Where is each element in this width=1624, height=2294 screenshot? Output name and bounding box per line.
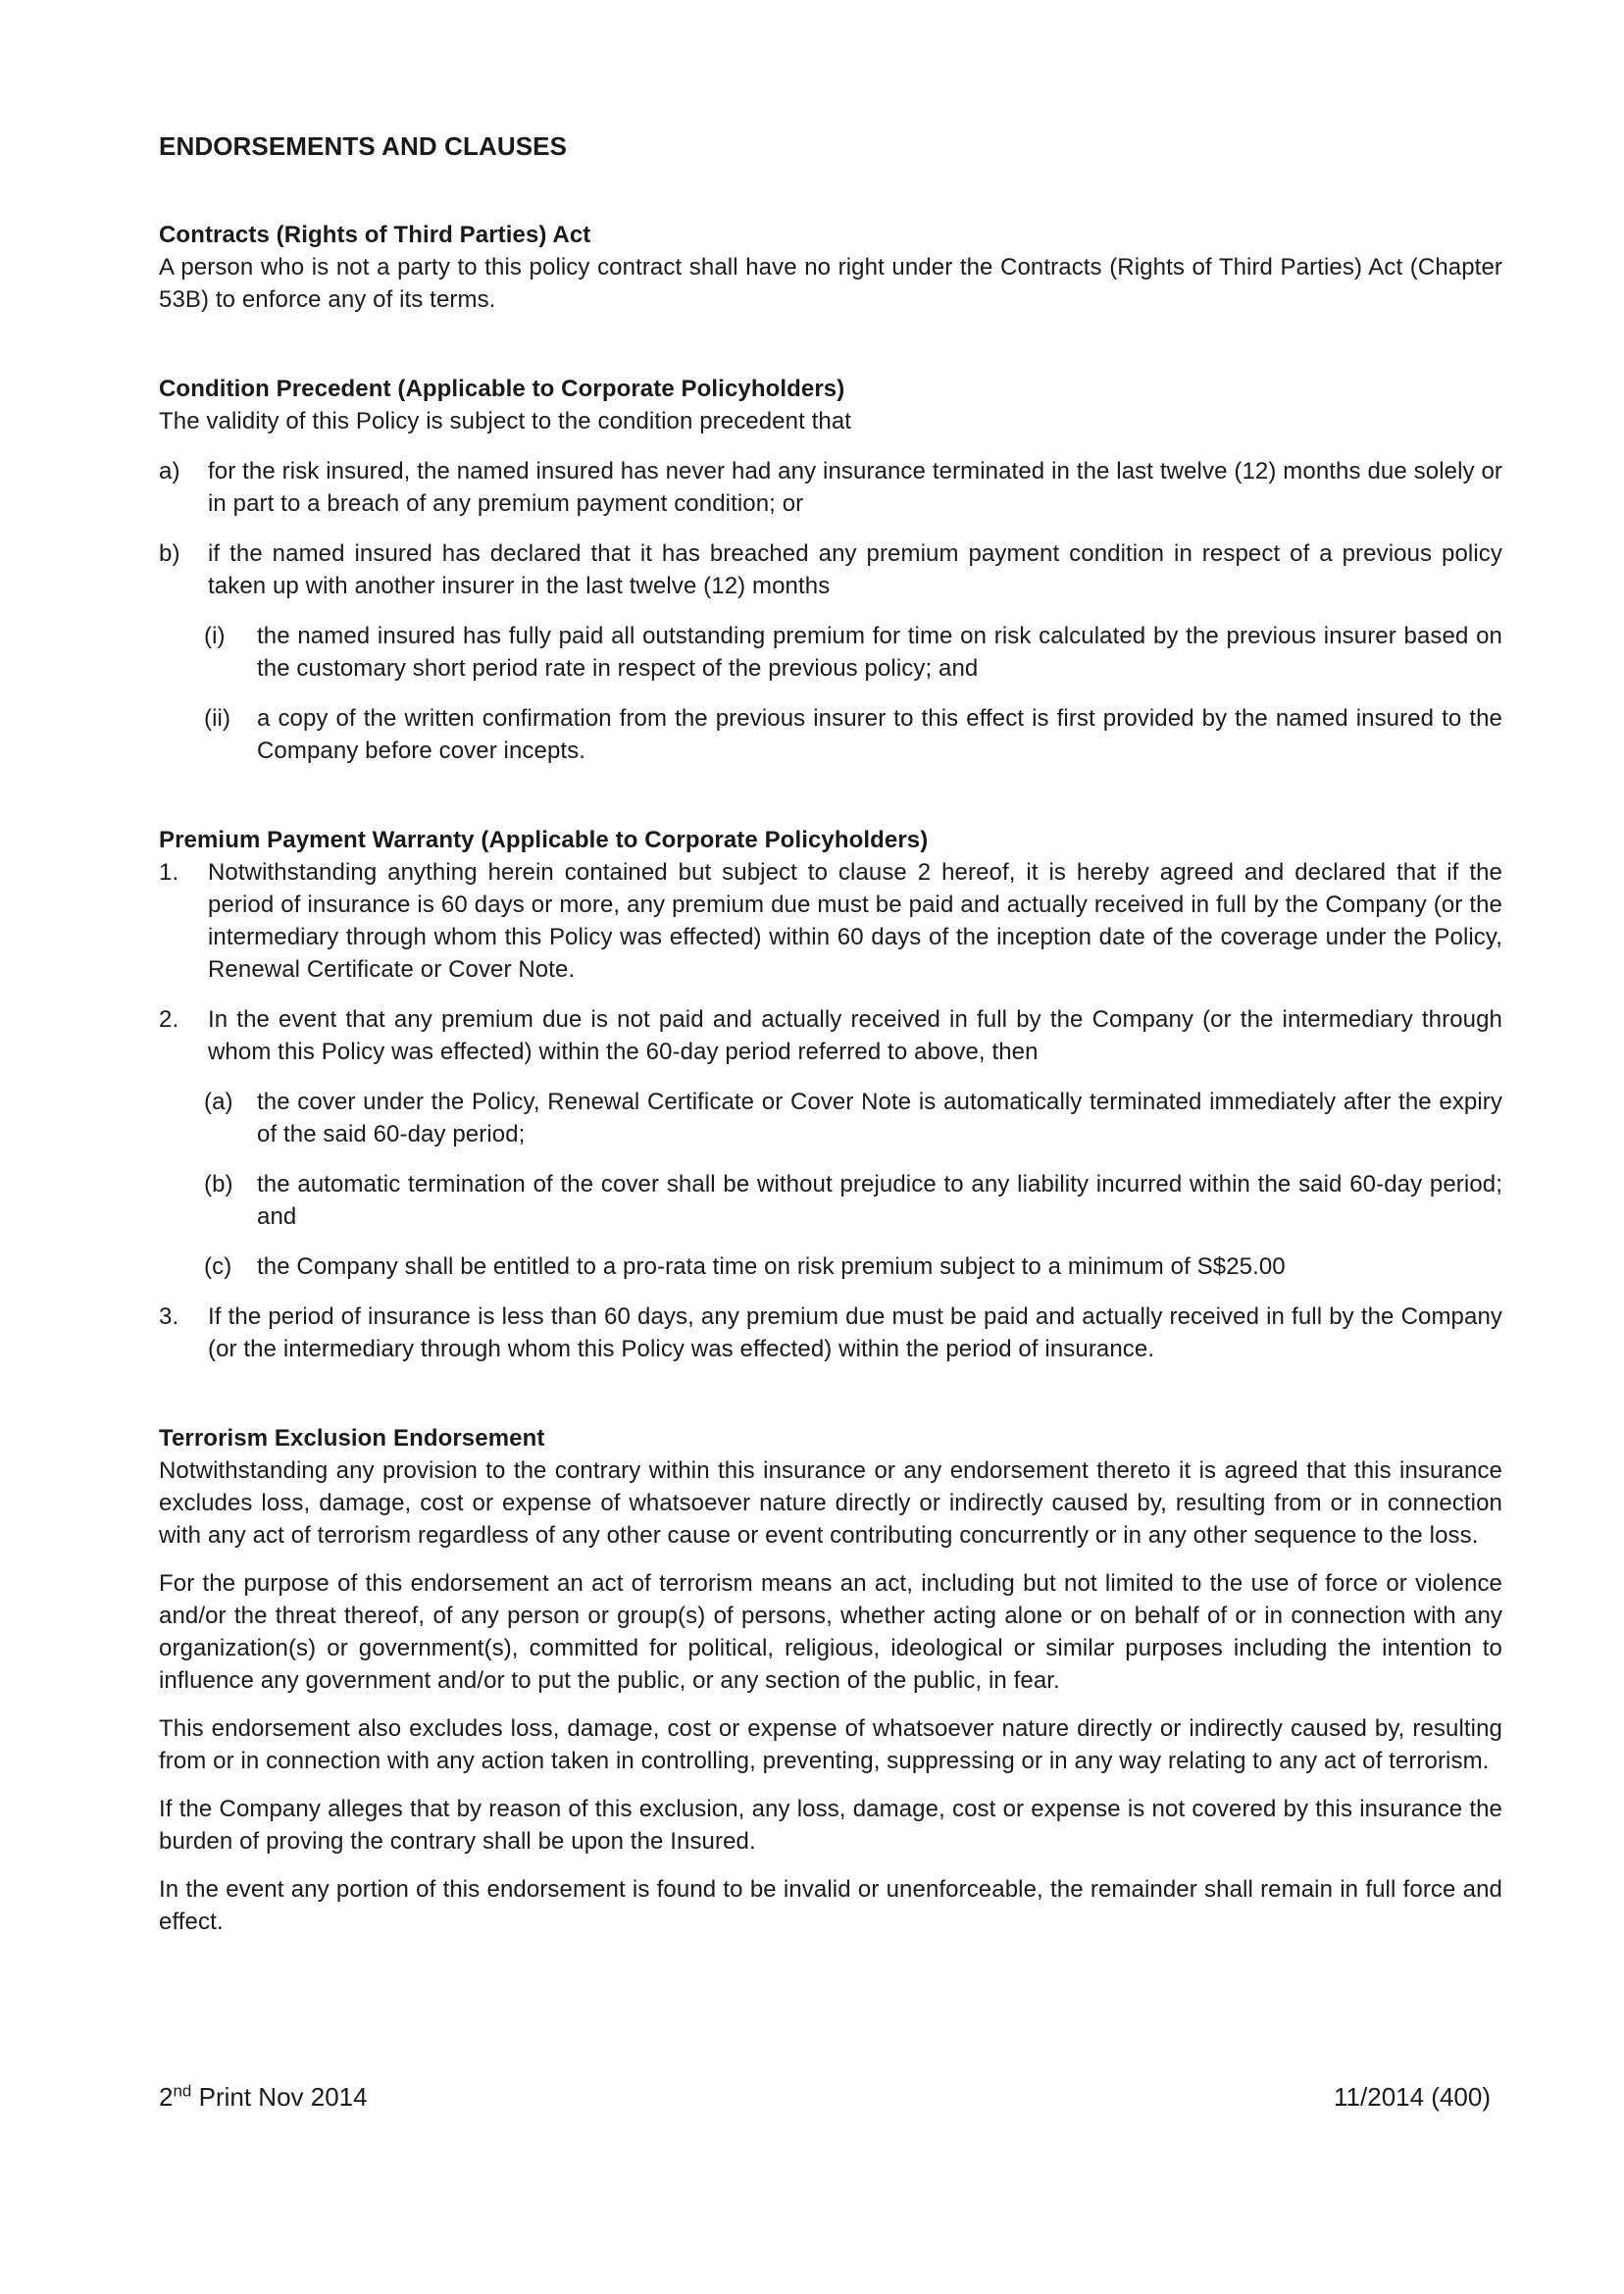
list-item-text: the cover under the Policy, Renewal Certificate or Cover Note is automatically terminated immediately after the expiry of the said 60-day period; xyxy=(257,1089,1502,1147)
list-subitem xyxy=(204,1086,1502,1150)
footer-print-number: 2 xyxy=(159,2082,174,2112)
footer-print-edition xyxy=(159,2081,368,2114)
list-item-text: In the event that any premium due is not paid and actually received in full by the Company (or the intermediary through whom this Policy was effected) within the 60-day period referred to above, then xyxy=(208,1006,1502,1065)
list-marker: (a) xyxy=(204,1089,233,1115)
list-item-text: If the period of insurance is less than 60 days, any premium due must be paid and actually received in full by the Company (or the intermediary through whom this Policy was effected) within the period of insurance. xyxy=(208,1303,1502,1362)
list-marker: a) xyxy=(159,458,180,484)
list-item-text: if the named insured has declared that it has breached any premium payment condition in respect of a previous policy taken up with another insurer in the last twelve (12) months xyxy=(208,540,1502,599)
list-marker: b) xyxy=(159,540,180,567)
list-marker: 2. xyxy=(159,1006,179,1033)
list-subitem xyxy=(204,1250,1502,1283)
section-terrorism-exclusion xyxy=(159,1422,1502,1938)
page-footer xyxy=(159,2081,1491,2114)
list-item-text: for the risk insured, the named insured has never had any insurance terminated in the last twelve (12) months due solely or in part to a breach of any premium payment condition; or xyxy=(208,458,1502,517)
list-item xyxy=(159,1003,1502,1068)
list-item xyxy=(159,856,1502,986)
section-heading: Contracts (Rights of Third Parties) Act xyxy=(159,222,591,248)
footer-form-number: 11/2014 (400) xyxy=(1334,2082,1491,2112)
list-subitem xyxy=(204,620,1502,685)
list-item-text: Notwithstanding anything herein contained but subject to clause 2 hereof, it is hereby agreed and declared that if the period of insurance is 60 days or more, any premium due must be paid and actually received in full by the Company (or the intermediary through whom this Policy was effected) within 60 days of the inception date of the coverage under the Policy, Renewal Certificate or Cover Note. xyxy=(208,859,1502,983)
superscript-ordinal: nd xyxy=(173,2081,192,2101)
body-paragraph: In the event any portion of this endorsement is found to be invalid or unenforceable, the remainder shall remain in full force and effect. xyxy=(159,1876,1502,1935)
list-subitem xyxy=(204,702,1502,767)
list-item xyxy=(159,537,1502,602)
page-title: ENDORSEMENTS AND CLAUSES xyxy=(159,131,568,161)
list-marker: 1. xyxy=(159,859,179,886)
body-paragraph: A person who is not a party to this policy contract shall have no right under the Contracts (Rights of Third Parties) Act (Chapter 53B) to enforce any of its terms. xyxy=(159,254,1502,313)
section-intro: The validity of this Policy is subject to the condition precedent that xyxy=(159,408,852,434)
body-paragraph: If the Company alleges that by reason of this exclusion, any loss, damage, cost or expense is not covered by this insurance the burden of proving the contrary shall be upon the Insured. xyxy=(159,1796,1502,1855)
list-item xyxy=(159,455,1502,520)
footer-print-text: Print Nov 2014 xyxy=(191,2082,368,2112)
list-subitem xyxy=(204,1168,1502,1233)
body-paragraph: For the purpose of this endorsement an act of terrorism means an act, including but not limited to the use of force or violence and/or the threat thereof, of any person or group(s) of persons, whether acting alone or on behalf of or in connection with any organization(s) or government(s), committed for political, religious, ideological or similar purposes including the intention to influence any government and/or to put the public, or any section of the public, in fear. xyxy=(159,1570,1502,1694)
list-marker: (b) xyxy=(204,1171,233,1198)
list-item xyxy=(159,1300,1502,1365)
list-marker: (ii) xyxy=(204,705,231,732)
list-item-text: the Company shall be entitled to a pro-rata time on risk premium subject to a minimum of S$25.00 xyxy=(257,1253,1286,1280)
list-marker: 3. xyxy=(159,1303,179,1330)
body-paragraph: This endorsement also excludes loss, damage, cost or expense of whatsoever nature directly or indirectly caused by, resulting from or in connection with any action taken in controlling, preventing, suppressing or in any way relating to any act of terrorism. xyxy=(159,1715,1502,1774)
section-condition-precedent xyxy=(159,373,1502,767)
list-item-text: the named insured has fully paid all outstanding premium for time on risk calculated by the previous insurer based on the customary short period rate in respect of the previous policy; and xyxy=(257,623,1502,682)
section-heading: Terrorism Exclusion Endorsement xyxy=(159,1425,545,1452)
section-premium-payment-warranty xyxy=(159,824,1502,1365)
list-marker: (c) xyxy=(204,1253,232,1280)
list-item-text: the automatic termination of the cover shall be without prejudice to any liability incurred within the said 60-day period; and xyxy=(257,1171,1502,1230)
list-item-text: a copy of the written confirmation from the previous insurer to this effect is first provided by the named insured to the Company before cover incepts. xyxy=(257,705,1502,764)
section-heading: Premium Payment Warranty (Applicable to Corporate Policyholders) xyxy=(159,827,929,853)
section-heading: Condition Precedent (Applicable to Corporate Policyholders) xyxy=(159,376,845,402)
list-marker: (i) xyxy=(204,623,226,649)
section-contracts-rights-of-third-parties xyxy=(159,219,1502,316)
body-paragraph: Notwithstanding any provision to the contrary within this insurance or any endorsement thereto it is agreed that this insurance excludes loss, damage, cost or expense of whatsoever nature directly or indirectly caused by, resulting from or in connection with any act of terrorism regardless of any other cause or event contributing concurrently or in any other sequence to the loss. xyxy=(159,1457,1502,1549)
